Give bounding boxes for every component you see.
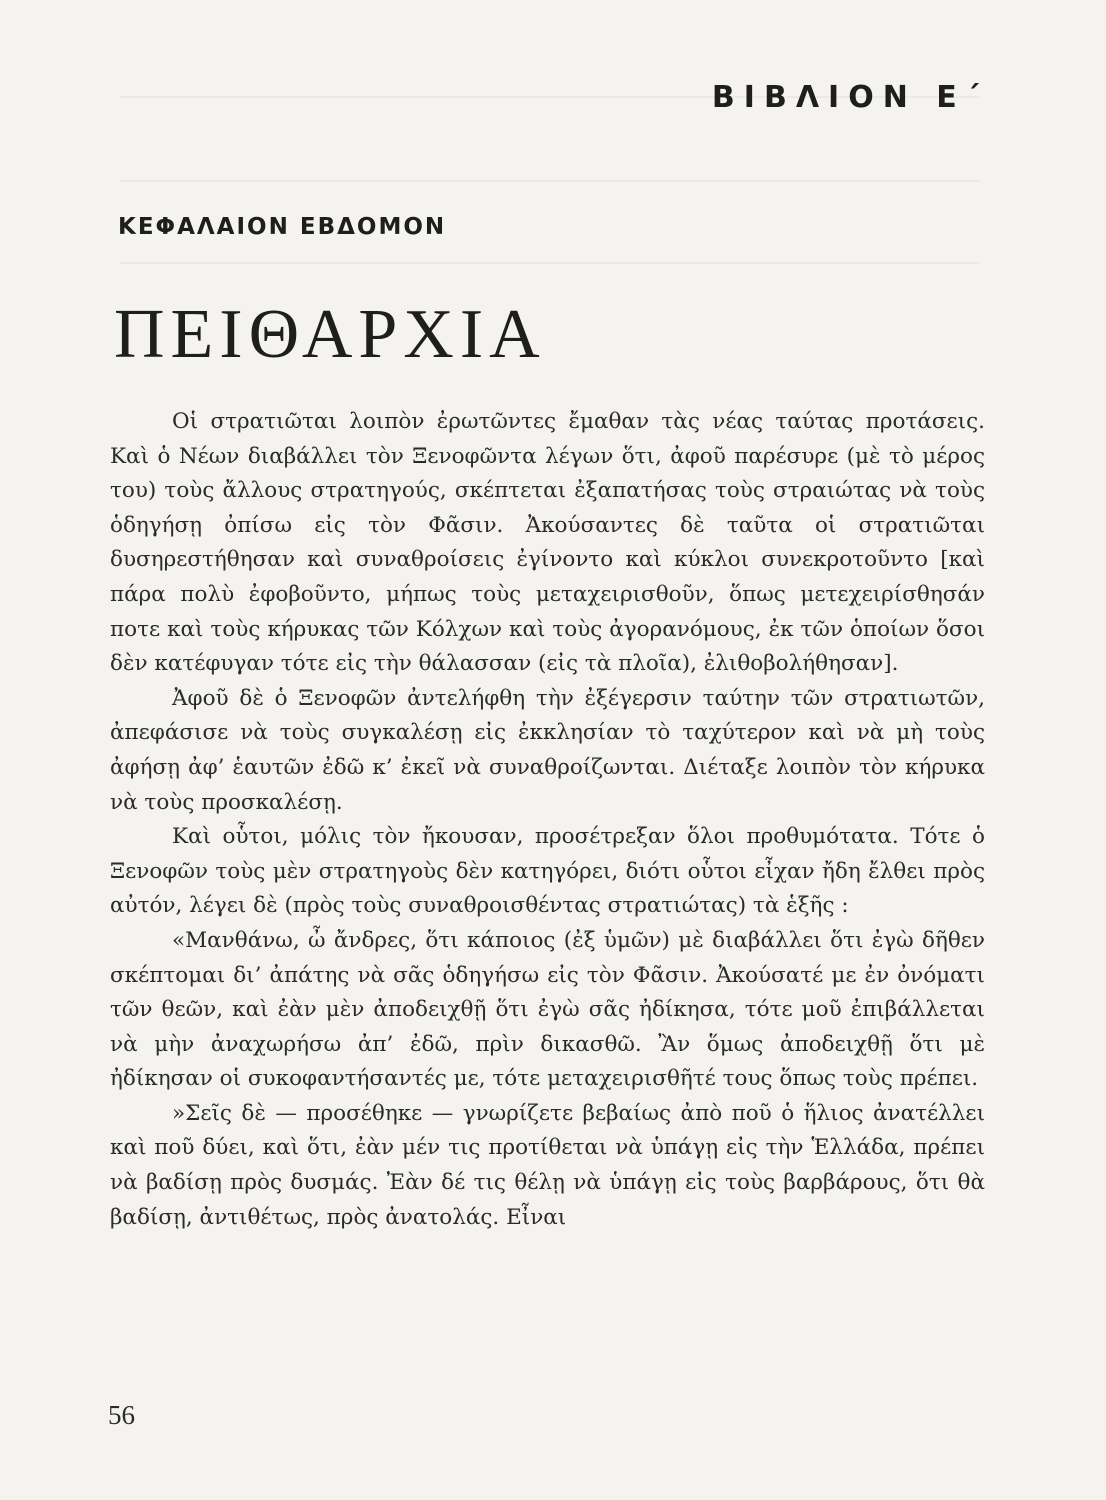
bleed-through-line (120, 180, 980, 182)
paragraph: Οἱ στρατιῶται λοιπὸν ἐρωτῶντες ἔμαθαν τὰς νέας ταύτας προτάσεις. Καὶ ὁ Νέων διαβάλλει τὸν Ξενοφῶντα λέγων ὅτι, ἀφοῦ παρέσυρε (μὲ τὸ μέρος του) τοὺς ἄλλους στρατηγούς, σκέπτεται ἐξαπατήσας τοὺς στραιώτας νὰ τοὺς ὁδηγήσῃ ὀπίσω εἰς τὸν Φᾶσιν. Ἀκούσαντες δὲ ταῦτα οἱ στρατιῶται δυσηρεστήθησαν καὶ συναθροίσεις ἐγίνοντο καὶ κύκλοι συνεκροτοῦντο [καὶ πάρα πολὺ ἐφοβοῦντο, μήπως τοὺς μεταχειρισθοῦν, ὅπως μετεχειρίσθησάν ποτε καὶ τοὺς κήρυκας τῶν Κόλχων καὶ τοὺς ἀγορανόμους, ἐκ τῶν ὁποίων ὅσοι δὲν κατέφυγαν τότε εἰς τὴν θάλασσαν (εἰς τὰ πλοῖα), ἐλιθοβολήθησαν]. (110, 409, 985, 677)
paragraph: Ἀφοῦ δὲ ὁ Ξενοφῶν ἀντελήφθη τὴν ἐξέγερσιν ταύτην τῶν στρατιωτῶν, ἀπεφάσισε νὰ τοὺς συγκαλέσῃ εἰς ἐκκλησίαν τὸ ταχύτερον καὶ νὰ μὴ τοὺς ἀφήσῃ ἀφ’ ἑαυτῶν ἐδῶ κ’ ἐκεῖ νὰ συναθροίζωνται. Διέταξε λοιπὸν τὸν κήρυκα νὰ τοὺς προσκαλέσῃ. (110, 685, 985, 815)
bleed-through-line (120, 262, 980, 264)
paragraph: «Μανθάνω, ὦ ἄνδρες, ὅτι κάποιος (ἐξ ὑμῶν) μὲ διαβάλλει ὅτι ἐγὼ δῆθεν σκέπτομαι δι’ ἀπάτης νὰ σᾶς ὁδηγήσω εἰς τὸν Φᾶσιν. Ἀκούσατέ με ἐν ὀνόματι τῶν θεῶν, καὶ ἐὰν μὲν ἀποδειχθῇ ὅτι ἐγὼ σᾶς ἠδίκησα, τότε μοῦ ἐπιβάλλεται νὰ μὴν ἀναχωρήσω ἀπ’ ἐδῶ, πρὶν δικασθῶ. Ἂν ὅμως ἀποδειχθῇ ὅτι μὲ ἠδίκησαν οἱ συκοφαντήσαντές με, τότε μεταχειρισθῆτέ τους ὅπως τοὺς πρέπει. (110, 927, 985, 1092)
chapter-heading: ΚΕΦΑΛΑΙΟΝ ΕΒΔΟΜΟΝ (118, 214, 447, 240)
paragraph: Καὶ οὗτοι, μόλις τὸν ἤκουσαν, προσέτρεξαν ὅλοι προθυμότατα. Τότε ὁ Ξενοφῶν τοὺς μὲν στρατηγοὺς δὲν κατηγόρει, διότι οὗτοι εἶχαν ἤδη ἔλθει πρὸς αὐτόν, λέγει δὲ (πρὸς τοὺς συναθροισθέντας στρατιώτας) τὰ ἑξῆς : (110, 824, 985, 919)
chapter-title: ΠΕΙΘΑΡΧΙΑ (114, 296, 546, 373)
book-label: ΒΙΒΛΙΟΝ Ε΄ (711, 80, 988, 115)
page-number: 56 (108, 1400, 135, 1430)
paragraph: »Σεῖς δὲ — προσέθηκε — γνωρίζετε βεβαίως ἀπὸ ποῦ ὁ ἥλιος ἀνατέλλει καὶ ποῦ δύει, καὶ ὅτι, ἐὰν μέν τις προτίθεται νὰ ὑπάγῃ εἰς τὴν Ἑλλάδα, πρέπει νὰ βαδίσῃ πρὸς δυσμάς. Ἐὰν δέ τις θέλῃ νὰ ὑπάγῃ εἰς τοὺς βαρβάρους, ὅτι θὰ βαδίσῃ, ἀντιθέτως, πρὸς ἀνατολάς. Εἶναι (110, 1100, 985, 1230)
body-text (110, 405, 985, 1235)
